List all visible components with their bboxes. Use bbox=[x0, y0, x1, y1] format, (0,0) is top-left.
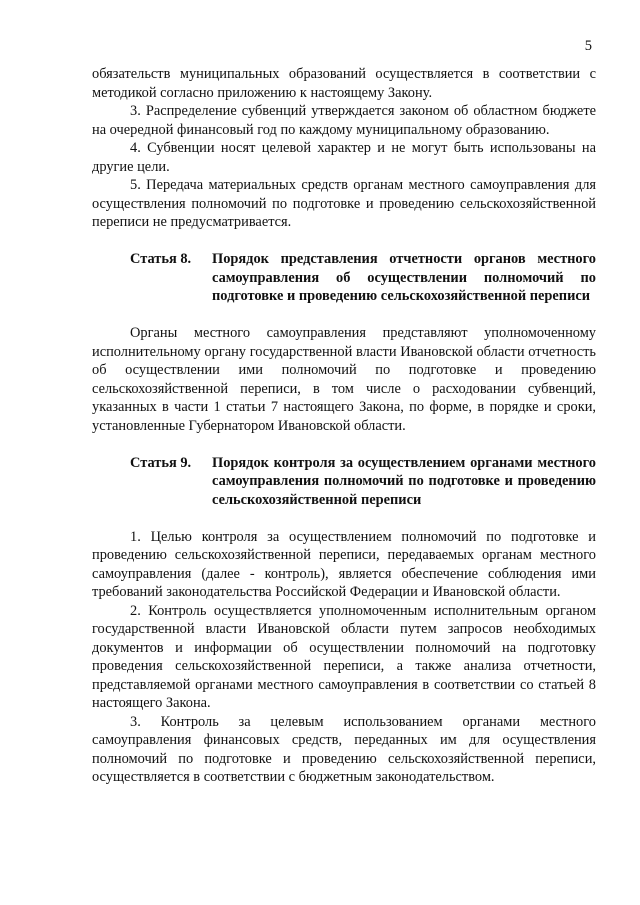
page-number: 5 bbox=[584, 38, 592, 54]
article-8-title: Порядок представления отчетности органов местного самоуправления об осуществлении полномочий по подготовке и проведению сельскохозяйственной переписи bbox=[212, 251, 596, 304]
article-9-heading bbox=[92, 454, 596, 510]
article-9-paragraph-3: 3. Контроль за целевым использованием органами местного самоуправления финансовых средств, переданных им для осуществления полномочий по подготовке и проведению сельскохозяйственной переписи, осуществляется в соответствии с бюджетным законодательством. bbox=[92, 713, 596, 785]
article-9-paragraph-2: 2. Контроль осуществляется уполномоченным исполнительным органом государственной власти Ивановской области путем запросов необходимых документов и информации об осуществлении полномочий на подготовку проведения сельскохозяйственной переписи, а также анализа отчетности, представляемой органами местного самоуправления в соответствии со статьей 8 настоящего Закона. bbox=[92, 602, 596, 711]
article-8-heading bbox=[92, 250, 596, 306]
article-9-title: Порядок контроля за осуществлением органами местного самоуправления полномочий по подготовке и проведению сельскохозяйственной переписи bbox=[212, 454, 596, 508]
article-8-paragraph: Органы местного самоуправления представляют уполномоченному исполнительному органу государственной власти Ивановской области отчетность об осуществлении ими полномочий по подготовке и проведению сельскохозяйственной переписи, в том числе о расходовании субвенций, указанных в части 1 статьи 7 настоящего Закона, по форме, в порядке и сроки, установленные Губернатором Ивановской области. bbox=[92, 325, 596, 434]
paragraph-item-3: 3. Распределение субвенций утверждается законом об областном бюджете на очередной финансовый год по каждому муниципальному образованию. bbox=[92, 103, 596, 138]
paragraph-item-5: 5. Передача материальных средств органам местного самоуправления для осуществления полномочий по подготовке и проведению сельскохозяйственной переписи не предусматривается. bbox=[92, 177, 596, 230]
article-8-label: Статья 8. bbox=[130, 251, 192, 267]
document-body bbox=[92, 65, 596, 787]
article-9-label: Статья 9. bbox=[130, 454, 192, 471]
article-9-paragraph-1: 1. Целью контроля за осуществлением полномочий по подготовке и проведению сельскохозяйственной переписи, передаваемых органам местного самоуправления (далее - контроль), является обеспечение соблюдения ими требований законодательства Российской Федерации и Ивановской области. bbox=[92, 528, 596, 600]
paragraph-item-4: 4. Субвенции носят целевой характер и не могут быть использованы на другие цели. bbox=[92, 140, 596, 175]
paragraph-continuation: обязательств муниципальных образований осуществляется в соответствии с методикой согласно приложению к настоящему Закону. bbox=[92, 66, 596, 101]
